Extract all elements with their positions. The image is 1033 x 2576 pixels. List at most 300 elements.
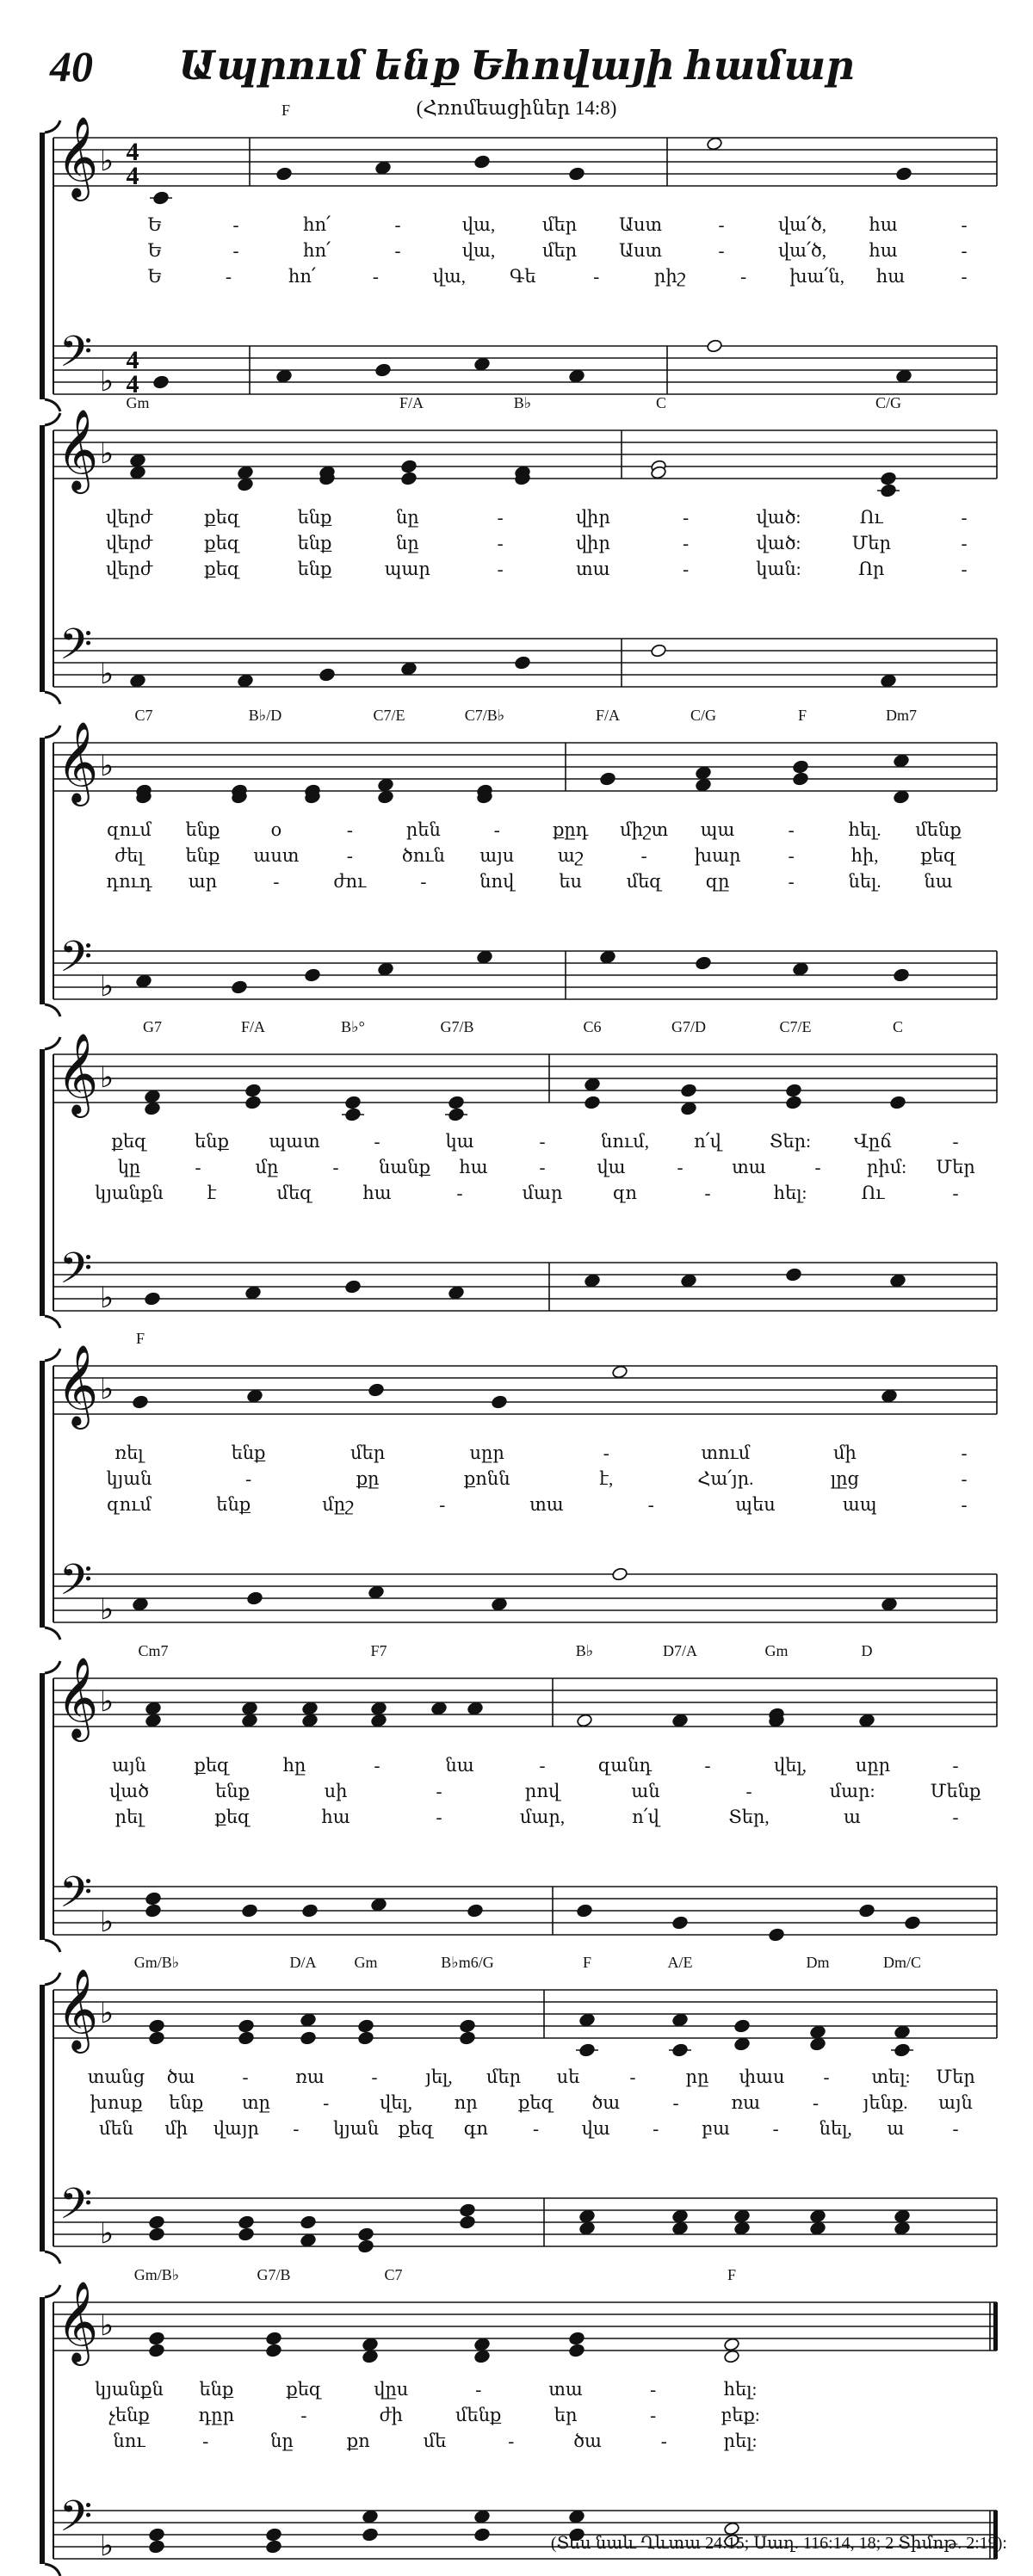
lyric-syllable: պար [384, 559, 430, 579]
lyric-syllable: տանց [87, 2066, 145, 2087]
lyric-syllable: - [497, 507, 504, 528]
note-head [578, 2221, 595, 2236]
lyric-syllable: Տեր, [728, 1807, 770, 1827]
lyric-syllable: տա [732, 1157, 766, 1177]
note-head [238, 2031, 254, 2046]
lyric-syllable: րել: [723, 2431, 758, 2451]
note-head [145, 1702, 161, 1716]
note-head [894, 2221, 910, 2236]
chord-symbol: F/A [399, 394, 424, 411]
lyric-syllable: - [456, 1183, 463, 1203]
lyric-syllable: տել: [871, 2066, 911, 2087]
lyric-syllable: հա [459, 1157, 488, 1177]
note-head [809, 2025, 826, 2040]
note-head [768, 1928, 784, 1943]
system-4 [40, 1037, 997, 1328]
chord-symbol: Dm [806, 1954, 830, 1971]
lyric-syllable: րիշ [653, 266, 686, 287]
note-head [695, 956, 711, 971]
note-head [473, 2510, 490, 2524]
note-head [148, 2344, 164, 2358]
key-signature-flat: ♭ [99, 2310, 114, 2342]
time-signature-bottom: 4 [126, 162, 139, 190]
note-head [400, 662, 417, 676]
lyric-syllable: - [683, 559, 690, 579]
lyric-syllable: խա՛ն, [789, 266, 844, 287]
lyric-syllable: ծա [166, 2066, 195, 2087]
lyric-syllable: սըր [469, 1442, 504, 1463]
note-head [344, 1280, 361, 1294]
lyric-syllable: հը [282, 1755, 306, 1776]
system-bracket [40, 425, 45, 692]
chord-symbol: D/A [289, 1954, 317, 1971]
lyric-syllable: վա [597, 1157, 626, 1177]
lyric-syllable: հո՛ [303, 240, 331, 261]
chord-symbol: Gm/B♭ [133, 1954, 180, 1971]
lyric-syllable: ենք [215, 1781, 250, 1801]
lyric-syllable: վա, [461, 214, 496, 235]
lyric-syllable: - [436, 1807, 442, 1827]
note-head [680, 1084, 696, 1098]
key-signature-flat: ♭ [99, 145, 114, 177]
bracket-hook-bottom [45, 1940, 60, 1952]
lyric-syllable: բեք: [721, 2405, 760, 2425]
footer-reference: (Տես նաև Ղևտա 24:15; Սաղ. 116:14, 18; 2 Տիմոթ. 2:19): [550, 2534, 1007, 2553]
chord-symbol: D [861, 1642, 873, 1659]
lyric-syllable: ենք [185, 845, 220, 866]
chord-symbol: C [892, 1018, 904, 1035]
lyric-syllable: լըց [830, 1468, 860, 1489]
note-head [362, 2528, 378, 2542]
lyric-syllable: - [603, 1442, 609, 1463]
chord-symbol: B♭° [341, 1018, 365, 1035]
lyric-syllable: մի [164, 2118, 189, 2139]
bass-clef-icon: 𝄢 [59, 1557, 93, 1614]
lyric-syllable: ենք [169, 2092, 204, 2113]
lyric-syllable: սե [556, 2066, 580, 2087]
lyric-syllable: սըր [855, 1755, 891, 1776]
system-bracket [40, 1049, 45, 1316]
lyric-syllable: Աստ [618, 240, 663, 261]
lyric-syllable: մենք [455, 2405, 502, 2425]
lyric-syllable: Որ [858, 559, 885, 579]
lyric-syllable: - [788, 871, 795, 892]
time-signature-top: 4 [126, 138, 139, 166]
lyric-syllable: քեզ [111, 1131, 147, 1152]
note-head [148, 2332, 164, 2346]
lyric-syllable: հա [875, 266, 906, 287]
note-head [357, 2227, 374, 2242]
lyric-syllable: հա [362, 1183, 392, 1203]
note-head [300, 2013, 316, 2028]
lyric-syllable: մեր [486, 2066, 522, 2087]
note-head [611, 1365, 628, 1380]
note-head [459, 2019, 475, 2034]
lyric-syllable: հա [321, 1807, 350, 1827]
bracket-hook-bottom [45, 692, 60, 704]
lyric-syllable: - [539, 1157, 546, 1177]
note-head [152, 375, 169, 390]
lyric-syllable: - [394, 240, 401, 261]
lyric-syllable: - [497, 533, 504, 553]
lyric-syllable: հա [869, 214, 898, 235]
note-head [145, 1904, 161, 1918]
note-head [858, 1904, 875, 1918]
note-head [476, 950, 492, 965]
lyric-syllable: ես [559, 871, 583, 892]
lyric-syllable: - [593, 266, 600, 287]
chord-symbol: F7 [370, 1642, 387, 1659]
note-head [357, 2239, 374, 2254]
system-bracket [40, 738, 45, 1004]
lyric-syllable: քը [356, 1468, 380, 1489]
lyric-syllable: - [242, 2066, 249, 2087]
note-head [275, 167, 292, 182]
note-head [895, 369, 912, 384]
chord-symbol: F [797, 707, 807, 724]
lyric-syllable: քո [346, 2431, 370, 2451]
lyric-syllable: մեզ [276, 1183, 312, 1203]
lyric-syllable: - [788, 845, 795, 866]
note-head [578, 2209, 595, 2224]
lyric-syllable: րեն [405, 819, 441, 840]
lyric-syllable: ռա [731, 2092, 761, 2113]
lyric-syllable: նը [395, 507, 419, 528]
lyric-syllable: նա [445, 1755, 474, 1776]
lyric-syllable: - [683, 507, 690, 528]
lyric-syllable: Մեր [936, 2066, 975, 2087]
bass-clef-icon: 𝄢 [59, 2181, 93, 2238]
lyric-syllable: - [660, 2431, 667, 2451]
lyric-syllable: կյանքն [95, 2379, 164, 2400]
note-head [237, 674, 253, 689]
note-head [459, 2031, 475, 2046]
note-head [723, 2350, 739, 2364]
lyric-syllable: ո՛վ [632, 1807, 659, 1827]
note-head [132, 1597, 148, 1612]
note-head [785, 1268, 801, 1282]
lyric-syllable: - [371, 2066, 378, 2087]
note-head [785, 1084, 801, 1098]
lyric-syllable: մե [423, 2431, 447, 2451]
bass-clef-icon: 𝄢 [59, 934, 93, 991]
note-head [706, 339, 722, 354]
chord-symbol: G7/D [671, 1018, 706, 1035]
lyric-syllable: - [647, 1494, 654, 1515]
note-head [129, 454, 145, 468]
note-head [733, 2037, 750, 2052]
chord-symbol: Gm [126, 394, 150, 411]
note-head [880, 674, 896, 689]
note-head [344, 1096, 361, 1110]
lyric-syllable: հո՛ [288, 266, 316, 287]
lyric-syllable: - [704, 1755, 711, 1776]
note-head [377, 778, 393, 793]
note-head [893, 790, 909, 805]
lyric-syllable: քեզ [204, 533, 240, 553]
lyric-syllable: խար [694, 845, 741, 866]
note-head [301, 1904, 318, 1918]
lyric-syllable: դուդ [106, 871, 152, 892]
bass-clef-icon: 𝄢 [59, 2493, 93, 2550]
note-head [459, 2215, 475, 2230]
bracket-hook-bottom [45, 1004, 60, 1016]
note-head [889, 1096, 906, 1110]
lyric-syllable: ա [887, 2118, 905, 2139]
note-head [246, 1389, 263, 1404]
note-head [300, 2031, 316, 2046]
lyric-syllable: - [788, 819, 795, 840]
lyric-syllable: - [952, 1131, 959, 1152]
lyric-syllable: զանդ [597, 1755, 653, 1776]
lyric-syllable: Ե [147, 240, 163, 261]
lyric-syllable: բա [701, 2118, 730, 2139]
lyric-syllable: - [683, 533, 690, 553]
final-barline-thick [993, 2302, 998, 2351]
note-head [578, 2013, 595, 2028]
note-head [809, 2037, 826, 2052]
treble-clef-icon: 𝄞 [56, 1035, 99, 1113]
note-head [706, 137, 722, 151]
lyric-syllable: - [650, 2405, 657, 2425]
chord-symbol: G7 [143, 1018, 162, 1035]
key-signature-flat: ♭ [99, 971, 114, 1003]
chord-symbol: B♭m6/G [441, 1954, 494, 1971]
note-head [568, 167, 585, 182]
lyric-syllable: - [704, 1183, 711, 1203]
bass-clef-icon: 𝄢 [59, 621, 93, 678]
lyric-syllable: Մենք [930, 1781, 981, 1801]
lyric-syllable: խոսք [90, 2092, 143, 2113]
bracket-hook-bottom [45, 1316, 60, 1328]
lyric-syllable: Տեր: [770, 1131, 811, 1152]
lyric-syllable: տա [529, 1494, 564, 1515]
note-head [671, 2013, 688, 2028]
lyric-syllable: քեզ [214, 1807, 251, 1827]
lyric-syllable: ապ [842, 1494, 877, 1515]
key-signature-flat: ♭ [99, 1282, 114, 1314]
note-head [300, 2215, 316, 2230]
note-head [695, 766, 711, 781]
note-head [723, 2338, 739, 2352]
note-head [792, 772, 808, 787]
note-head [473, 2338, 490, 2352]
chord-symbol: G7/B [257, 2266, 291, 2283]
lyric-syllable: ժի [379, 2405, 403, 2425]
note-head [374, 363, 391, 378]
note-head [145, 1714, 161, 1728]
lyric-syllable: այն [112, 1755, 146, 1776]
lyric-syllable: քեզ [920, 845, 956, 866]
lyric-syllable: - [436, 1781, 442, 1801]
lyric-syllable: վա՛ծ, [777, 240, 827, 261]
note-head [889, 1274, 906, 1288]
lyric-syllable: նա [924, 871, 953, 892]
note-head [792, 760, 808, 775]
lyric-syllable: ժել [114, 845, 144, 866]
lyric-syllable: միշտ [620, 819, 669, 840]
chord-symbol: Gm/B♭ [133, 2266, 180, 2283]
note-head [265, 2528, 281, 2542]
lyric-syllable: Ե [147, 214, 163, 235]
lyric-syllable: ենք [199, 2379, 234, 2400]
lyric-syllable: - [745, 1781, 752, 1801]
note-head [491, 1395, 507, 1410]
lyric-syllable: - [273, 871, 280, 892]
lyric-syllable: Ու [859, 507, 883, 528]
lyric-syllable: փաս [739, 2066, 785, 2087]
lyric-syllable: նով [479, 871, 515, 892]
lyric-syllable: մար: [829, 1781, 875, 1801]
lyric-syllable: - [672, 2092, 679, 2113]
lyric-syllable: զում [107, 1494, 152, 1515]
system-8 [40, 2285, 998, 2576]
note-head [568, 2332, 585, 2346]
lyric-syllable: վա [581, 2118, 610, 2139]
treble-clef-icon: 𝄞 [56, 411, 99, 489]
note-head [357, 2019, 374, 2034]
lyric-syllable: պատ [269, 1131, 320, 1152]
lyric-syllable: մի [832, 1442, 857, 1463]
system-bracket [40, 1673, 45, 1940]
chord-symbol: F/A [240, 1018, 266, 1035]
note-head [584, 1274, 600, 1288]
lyric-syllable: - [961, 266, 968, 287]
lyric-syllable: քեզ [204, 507, 240, 528]
lyric-syllable: Աստ [618, 214, 663, 235]
lyric-syllable: - [961, 507, 968, 528]
lyric-syllable: ենք [297, 507, 332, 528]
note-head [491, 1597, 507, 1612]
lyric-syllable: - [952, 1755, 959, 1776]
lyric-syllable: ենք [216, 1494, 251, 1515]
note-head [733, 2209, 750, 2224]
lyric-syllable: յել, [425, 2066, 453, 2087]
bass-clef-icon: 𝄢 [59, 1869, 93, 1926]
note-head [231, 980, 247, 995]
lyric-syllable: - [952, 1183, 959, 1203]
lyric-syllable: վա՛ծ, [777, 214, 827, 235]
key-signature-flat: ♭ [99, 438, 114, 470]
lyric-syllable: - [374, 1755, 380, 1776]
lyric-syllable: - [300, 2405, 307, 2425]
note-head [400, 460, 417, 474]
note-head [145, 1892, 161, 1906]
lyric-syllable: ծա [573, 2431, 602, 2451]
lyric-syllable: - [772, 2118, 779, 2139]
note-head [611, 1567, 628, 1582]
note-head [809, 2221, 826, 2236]
lyric-syllable: - [813, 2092, 819, 2113]
lyric-syllable: ված: [756, 533, 801, 553]
note-head [467, 1702, 483, 1716]
lyric-syllable: - [475, 2379, 482, 2400]
bracket-hook-bottom [45, 2252, 60, 2264]
note-head [300, 2233, 316, 2248]
lyric-syllable: պես [735, 1494, 776, 1515]
lyric-syllable: վա, [432, 266, 467, 287]
lyric-syllable: վըս [374, 2379, 409, 2400]
lyric-syllable: տա [576, 559, 610, 579]
lyric-syllable: մը [255, 1157, 279, 1177]
lyric-syllable: ծուն [401, 845, 445, 866]
lyric-syllable: ժու [333, 871, 367, 892]
lyric-syllable: - [493, 819, 500, 840]
lyric-syllable: - [508, 2431, 515, 2451]
lyric-syllable: քեզ [518, 2092, 554, 2113]
chord-symbol: C7 [134, 707, 153, 724]
note-head [473, 2350, 490, 2364]
note-head [132, 1395, 148, 1410]
lyric-syllable: Ե [147, 266, 163, 287]
lyric-syllable: - [420, 871, 427, 892]
note-head [144, 1102, 160, 1116]
lyric-syllable: նը [270, 2431, 294, 2451]
note-head [695, 778, 711, 793]
lyric-syllable: մըշ [322, 1494, 354, 1515]
lyric-syllable: - [332, 1157, 339, 1177]
lyric-syllable: ենք [231, 1442, 266, 1463]
lyric-syllable: հո՛ [303, 214, 331, 235]
lyric-syllable: քեզ [194, 1755, 230, 1776]
note-head [671, 2209, 688, 2224]
chord-symbol: G7/B [440, 1018, 474, 1035]
lyric-syllable: վայր [213, 2118, 259, 2139]
lyric-syllable: դըր [198, 2405, 235, 2425]
lyric-syllable: - [346, 819, 353, 840]
note-head [377, 962, 393, 977]
key-signature-flat: ♭ [99, 658, 114, 690]
note-head [370, 1898, 387, 1912]
lyric-syllable: գո [463, 2118, 488, 2139]
lyric-syllable: նում, [601, 1131, 649, 1152]
note-head [144, 1292, 160, 1307]
lyric-syllable: ենք [297, 533, 332, 553]
note-head [473, 155, 490, 170]
note-head [894, 2209, 910, 2224]
lyric-syllable: մեր [350, 1442, 386, 1463]
system-bracket [40, 133, 45, 399]
lyric-syllable: - [961, 214, 968, 235]
lyric-syllable: - [539, 1755, 546, 1776]
lyric-syllable: րիմ: [866, 1157, 907, 1177]
lyric-syllable: կան: [756, 559, 801, 579]
note-head [473, 2528, 490, 2542]
lyric-syllable: - [629, 2066, 636, 2087]
lyric-syllable: - [814, 1157, 821, 1177]
chord-symbol: B♭/D [248, 707, 282, 724]
lyric-syllable: - [533, 2118, 539, 2139]
chord-symbol: C [655, 394, 667, 411]
lyric-syllable: մեն [98, 2118, 134, 2139]
chord-symbol: C/G [690, 707, 717, 724]
note-head [244, 1096, 261, 1110]
lyric-syllable: կա [445, 1131, 474, 1152]
note-head [241, 1702, 257, 1716]
note-head [467, 1904, 483, 1918]
lyric-syllable: - [952, 1807, 959, 1827]
lyric-syllable: կյան [333, 2118, 380, 2139]
lyric-syllable: - [961, 1442, 968, 1463]
lyric-syllable: հի, [851, 845, 879, 866]
note-head [148, 2019, 164, 2034]
system-bracket [40, 1985, 45, 2252]
lyric-syllable: րը [685, 2066, 709, 2087]
time-signature-bottom: 4 [126, 370, 139, 398]
lyric-syllable: - [195, 1157, 201, 1177]
chord-symbol: F/A [595, 707, 621, 724]
note-head [275, 369, 292, 384]
